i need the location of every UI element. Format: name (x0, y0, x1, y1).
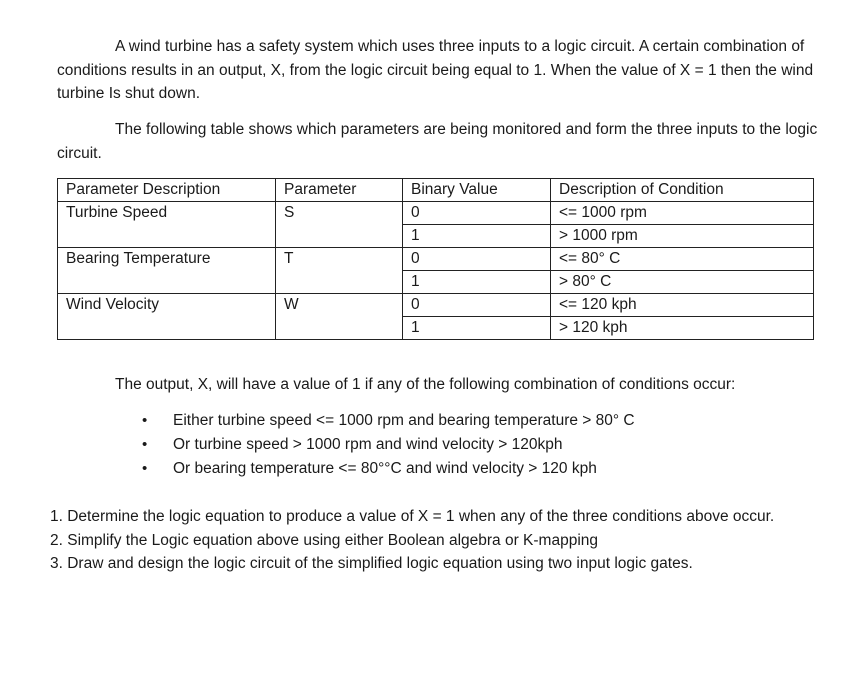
row-binary-value: 1 (403, 271, 551, 294)
row-description: Wind Velocity (58, 294, 276, 317)
header-description-of-condition: Description of Condition (551, 179, 814, 202)
table-row (58, 202, 814, 225)
condition-item (115, 457, 635, 481)
header-parameter-description: Parameter Description (58, 179, 276, 202)
table-row (58, 271, 814, 294)
table-header-row (58, 179, 814, 202)
question-item: 1. Determine the logic equation to produce a value of X = 1 when any of the three conditions above occur. (50, 508, 775, 525)
row-parameter: T (276, 248, 403, 271)
row-condition: > 120 kph (551, 317, 814, 340)
condition-text: Either turbine speed <= 1000 rpm and bearing temperature > 80° C (173, 412, 635, 429)
questions-list (50, 505, 774, 576)
table-row (58, 225, 814, 248)
row-binary-value: 0 (403, 248, 551, 271)
row-description-empty (58, 317, 276, 340)
row-condition: > 80° C (551, 271, 814, 294)
row-parameter: S (276, 202, 403, 225)
row-parameter: W (276, 294, 403, 317)
parameters-table (57, 178, 814, 340)
row-parameter-empty (276, 317, 403, 340)
row-binary-value: 0 (403, 202, 551, 225)
table-row (58, 317, 814, 340)
row-condition: > 1000 rpm (551, 225, 814, 248)
table-intro-paragraph: The following table shows which parameters are being monitored and form the three inputs to the logic circuit. (57, 121, 818, 162)
row-condition: <= 1000 rpm (551, 202, 814, 225)
conditions-list (115, 409, 635, 481)
header-binary-value: Binary Value (403, 179, 551, 202)
condition-item (115, 433, 635, 457)
row-binary-value: 1 (403, 225, 551, 248)
row-description-empty (58, 225, 276, 248)
bullet-icon: • (142, 460, 148, 477)
bullet-icon: • (142, 412, 148, 429)
output-intro-paragraph: The output, X, will have a value of 1 if any of the following combination of conditions occur: (115, 376, 736, 393)
row-binary-value: 1 (403, 317, 551, 340)
row-description: Bearing Temperature (58, 248, 276, 271)
bullet-icon: • (142, 436, 148, 453)
intro-paragraph: A wind turbine has a safety system which uses three inputs to a logic circuit. A certain combination of conditions results in an output, X, from the logic circuit being equal to 1. When the value of X = 1 then the wind turbine Is shut down. (57, 38, 814, 102)
table-row (58, 294, 814, 317)
row-condition: <= 120 kph (551, 294, 814, 317)
condition-text: Or bearing temperature <= 80°°C and wind velocity > 120 kph (173, 460, 597, 477)
row-condition: <= 80° C (551, 248, 814, 271)
row-description: Turbine Speed (58, 202, 276, 225)
condition-text: Or turbine speed > 1000 rpm and wind velocity > 120kph (173, 436, 563, 453)
row-binary-value: 0 (403, 294, 551, 317)
row-parameter-empty (276, 271, 403, 294)
table-row (58, 248, 814, 271)
header-parameter: Parameter (276, 179, 403, 202)
row-description-empty (58, 271, 276, 294)
question-item: 3. Draw and design the logic circuit of the simplified logic equation using two input logic gates. (50, 555, 693, 572)
row-parameter-empty (276, 225, 403, 248)
question-item: 2. Simplify the Logic equation above using either Boolean algebra or K-mapping (50, 531, 599, 549)
condition-item (115, 409, 635, 433)
